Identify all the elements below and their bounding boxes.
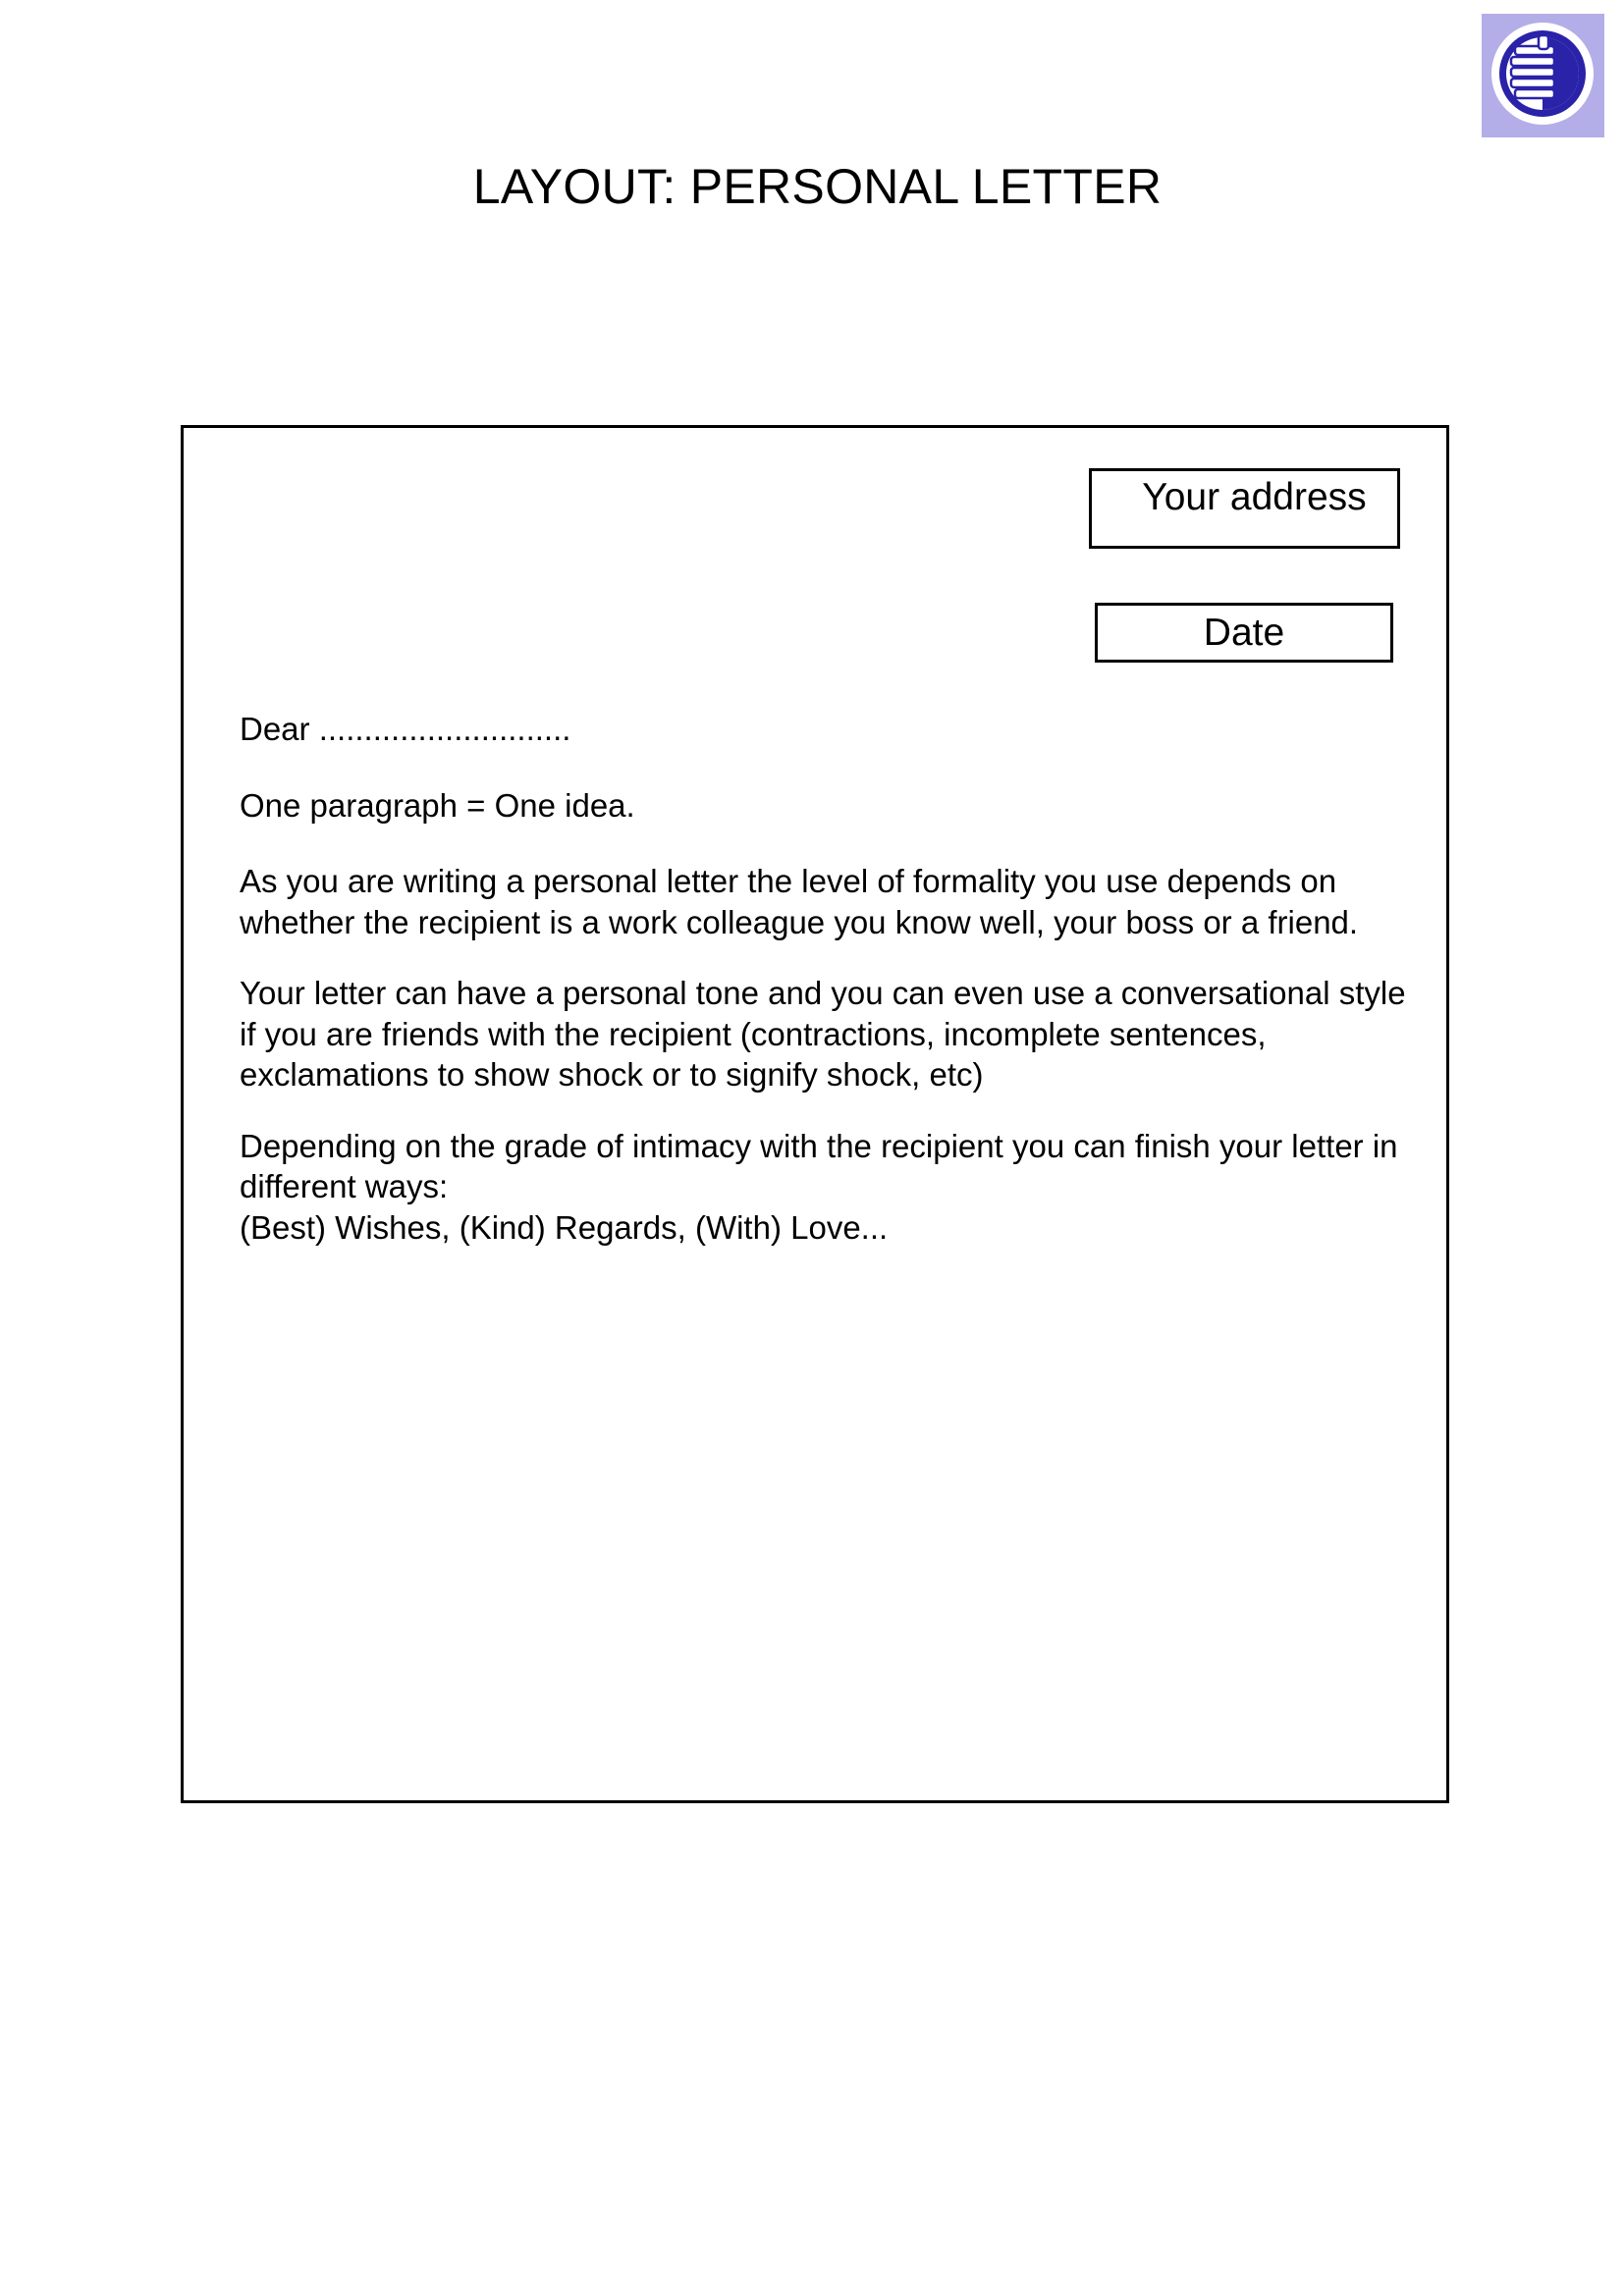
address-box: Your address: [1089, 468, 1400, 549]
closing-paragraph: [240, 1126, 1418, 1249]
date-box: Date: [1095, 603, 1393, 663]
paragraph: As you are writing a personal letter the level of formality you use depends on whether the recipient is a work colleague you know well, your boss or a friend.: [240, 863, 1359, 940]
closing-examples: (Best) Wishes, (Kind) Regards, (With) Love...: [240, 1208, 889, 1246]
logo: [1482, 14, 1604, 137]
paragraph: Your letter can have a personal tone and you can even use a conversational style if you are friends with the recipient (contractions, incomplete sentences, exclamations to show shock or to signify shock, etc): [240, 975, 1406, 1093]
letter-body: [240, 709, 1418, 1248]
page-title: LAYOUT: PERSONAL LETTER: [472, 159, 1163, 214]
paragraph: One paragraph = One idea.: [240, 786, 635, 824]
hand-pointing-circle-icon: [1482, 14, 1604, 137]
paragraph: Depending on the grade of intimacy with the recipient you can finish your letter in different ways:: [240, 1127, 1398, 1204]
salutation: Dear ............................: [240, 711, 571, 747]
